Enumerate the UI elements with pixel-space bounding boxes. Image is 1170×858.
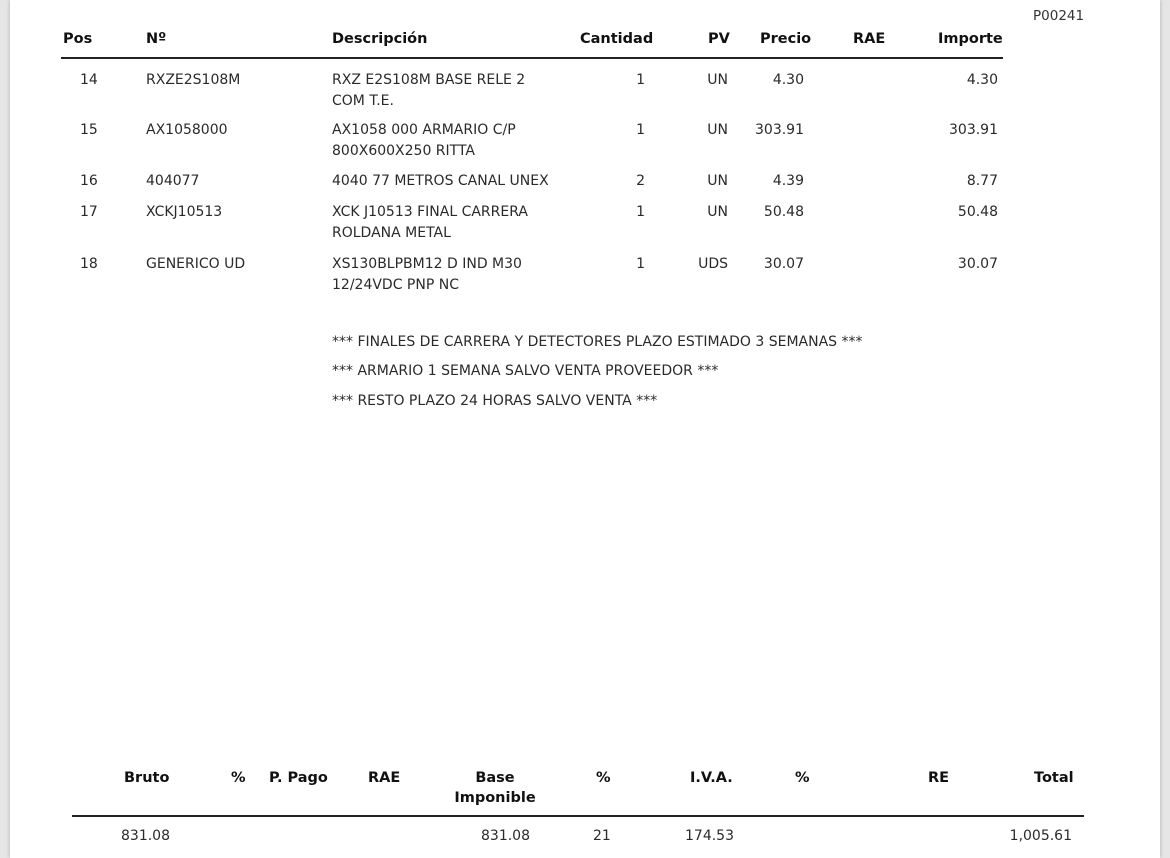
document-page [10,0,1160,858]
totals-header-rae: RAE [368,770,401,786]
totals-iva: 174.53 [685,828,734,844]
totals-header-total: Total [1034,770,1074,786]
col-header-rae: RAE [853,31,886,47]
header-rule [61,57,1003,59]
row-pv: UN [707,122,728,138]
row-amount: 50.48 [957,204,998,220]
totals-header-base-line2: Imponible [454,790,536,806]
document-reference: P00241 [1033,8,1085,24]
col-header-quantity: Cantidad [580,31,654,47]
totals-header-pct: % [231,770,246,786]
col-header-number: Nº [146,31,167,47]
row-price: 50.48 [763,204,804,220]
row-pv: UDS [698,256,728,272]
row-pos: 17 [80,204,98,220]
note-line: *** ARMARIO 1 SEMANA SALVO VENTA PROVEEDOR *** [332,363,719,379]
col-header-amount: Importe [938,31,1003,47]
totals-header-iva-pct: % [596,770,611,786]
row-description-2: 800X600X250 RITTA [332,143,476,159]
totals-header-iva: I.V.A. [690,770,733,786]
row-pv: UN [707,173,728,189]
row-pv: UN [707,72,728,88]
row-quantity: 1 [636,122,645,138]
col-header-price: Precio [760,31,812,47]
totals-header-bruto: Bruto [124,770,170,786]
row-quantity: 1 [636,72,645,88]
row-quantity: 2 [636,173,645,189]
row-number: RXZE2S108M [146,72,241,88]
row-description: XS130BLPBM12 D IND M30 [332,256,522,272]
row-pv: UN [707,204,728,220]
row-quantity: 1 [636,204,645,220]
row-description-2: 12/24VDC PNP NC [332,277,459,293]
row-pos: 16 [80,173,98,189]
totals-header-ppago: P. Pago [269,770,328,786]
note-line: *** RESTO PLAZO 24 HORAS SALVO VENTA *** [332,393,658,409]
totals-bruto: 831.08 [121,828,170,844]
col-header-pos: Pos [63,31,93,47]
row-price: 4.39 [772,173,804,189]
row-description: XCK J10513 FINAL CARRERA [332,204,528,220]
col-header-description: Descripción [332,31,428,47]
row-price: 30.07 [763,256,804,272]
row-description: 4040 77 METROS CANAL UNEX [332,173,549,189]
row-price: 303.91 [755,122,804,138]
row-pos: 15 [80,122,98,138]
totals-header-re: RE [928,770,950,786]
row-amount: 30.07 [957,256,998,272]
totals-header-base [450,768,540,808]
row-amount: 4.30 [966,72,998,88]
row-number: 404077 [146,173,200,189]
row-pos: 14 [80,72,98,88]
totals-total: 1,005.61 [1009,828,1072,844]
totals-header-base-line1: Base [475,770,515,786]
row-number: XCKJ10513 [146,204,223,220]
totals-iva-pct: 21 [593,828,611,844]
row-amount: 303.91 [949,122,998,138]
row-description: AX1058 000 ARMARIO C/P [332,122,516,138]
row-description-2: ROLDANA METAL [332,225,451,241]
col-header-pv: PV [708,31,730,47]
row-number: AX1058000 [146,122,228,138]
row-description-2: COM T.E. [332,93,394,109]
totals-rule [72,815,1084,817]
row-description: RXZ E2S108M BASE RELE 2 [332,72,526,88]
row-amount: 8.77 [966,173,998,189]
totals-base: 831.08 [481,828,530,844]
row-pos: 18 [80,256,98,272]
row-price: 4.30 [772,72,804,88]
row-number: GENERICO UD [146,256,246,272]
note-line: *** FINALES DE CARRERA Y DETECTORES PLAZO ESTIMADO 3 SEMANAS *** [332,334,863,350]
row-quantity: 1 [636,256,645,272]
totals-header-re-pct: % [795,770,810,786]
